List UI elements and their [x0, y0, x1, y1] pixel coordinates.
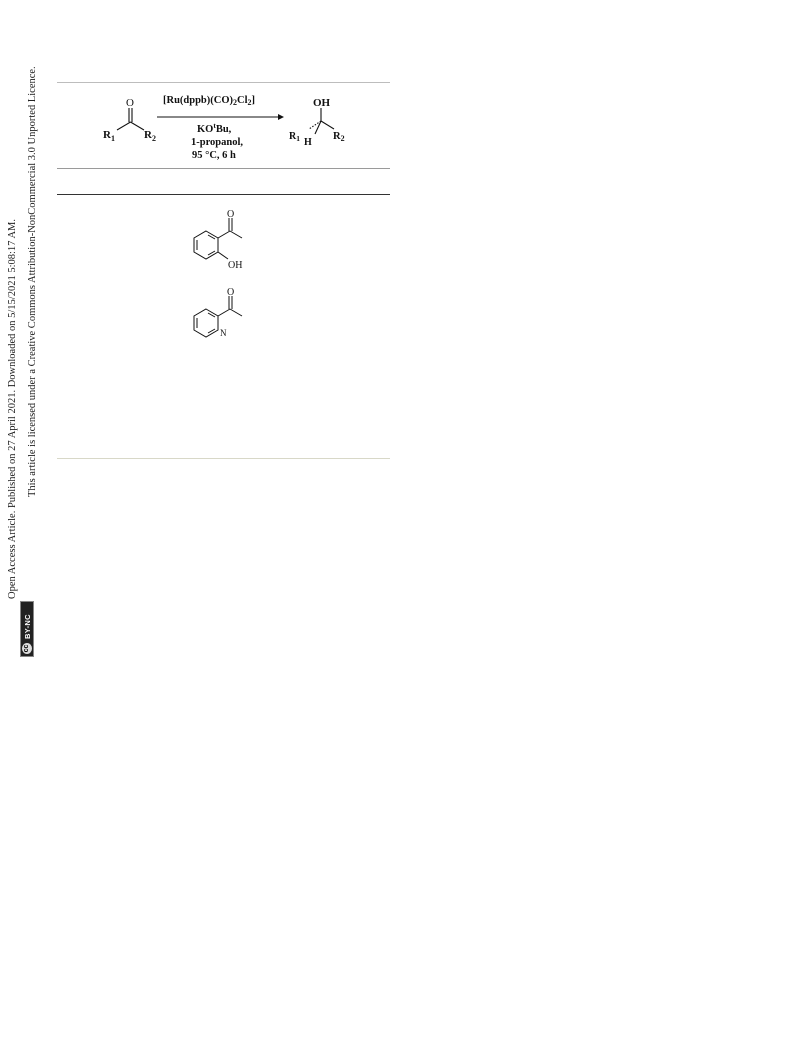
substrate-2-oxygen: O: [227, 287, 235, 298]
reaction-scheme: [95, 88, 365, 168]
alcohol-r2: R2: [333, 131, 345, 143]
ketone-structure: [117, 108, 144, 130]
table-bottom-rule: [57, 458, 390, 459]
substrate-acetylpyridine: [180, 278, 270, 343]
alcohol-r1: $R_1$: [289, 131, 300, 143]
catalyst-label: [Ru(dppb)(CO)2Cl2]: [163, 95, 256, 107]
conditions-label: 95 °C, 6 h: [192, 150, 236, 161]
table-header-rule: [57, 194, 390, 195]
licence-notice-link[interactable]: This article is licensed under a Creative Commons Attribution-NonCommercial 3.0 Unported Licence.: [27, 66, 38, 497]
substrate-1-hydroxyl: OH: [228, 260, 243, 271]
table-top-rule: [57, 82, 390, 83]
open-access-notice: Open Access Article. Published on 27 April 2021. Downloaded on 5/15/2021 5:08:17 AM.: [7, 218, 18, 599]
ketone-r1: $R_1$: [103, 129, 115, 143]
reaction-arrow: [157, 114, 284, 120]
solvent-label: 1-propanol,: [191, 137, 244, 148]
cc-icon: cc: [23, 644, 30, 653]
substrate-1-oxygen: O: [227, 209, 235, 220]
substrate-2-nitrogen: N: [220, 328, 227, 338]
ketone-oxygen: O: [126, 97, 134, 109]
by-nc-label: BY-NC: [23, 614, 32, 639]
alcohol-h: H: [304, 137, 312, 148]
alcohol-structure: [309, 108, 334, 134]
cc-license-badge[interactable]: [20, 601, 34, 657]
alcohol-oh: OH: [313, 97, 331, 109]
base-label: $KO^tBu$,: [197, 121, 232, 135]
substrate-hydroxyacetophenone: [180, 200, 270, 275]
ketone-r2: $R_2$: [144, 129, 156, 143]
scheme-bottom-rule: [57, 168, 390, 169]
